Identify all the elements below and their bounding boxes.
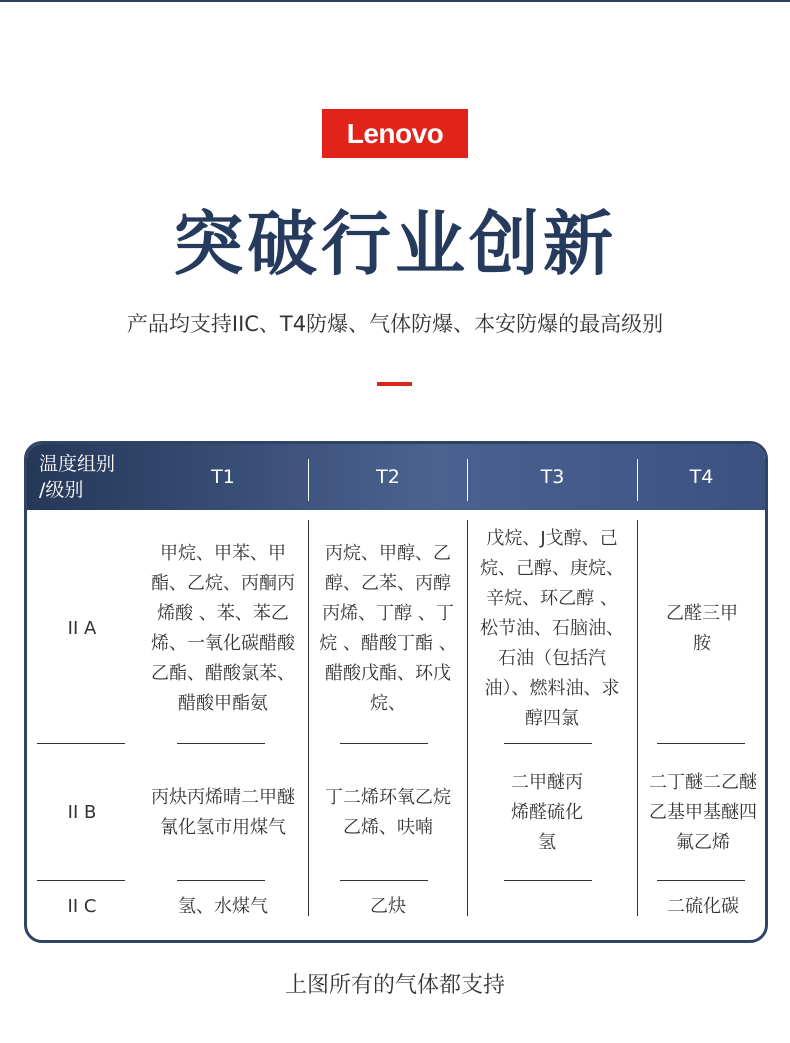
lenovo-logo (322, 109, 468, 158)
cell-text: 氢、水煤气 (178, 896, 268, 917)
logo-text: Lenovo (346, 117, 444, 149)
row-divider (657, 743, 745, 744)
column-separator (308, 520, 309, 916)
cell-text: 丁二烯环氧乙烷乙烯、呋喃 (325, 787, 451, 838)
cell-text: 二硫化碳 (667, 896, 739, 917)
cell-text: 甲烷、甲苯、甲酯、乙烷、丙酮丙烯酸 、苯、苯乙烯、一氧化碳醋酸乙酯、醋酸氯苯、醋酸甲酯氨 (151, 543, 295, 714)
cell-iia-t2 (317, 524, 459, 734)
explosion-rating-table (24, 441, 768, 943)
header-t4: T4 (689, 466, 714, 488)
header-group-line2: /级别 (39, 479, 84, 501)
row-label-iib: II B (67, 802, 97, 823)
row-divider (177, 880, 265, 881)
cell-iic-t1 (147, 890, 299, 924)
cell-iic-t4 (647, 890, 759, 924)
cell-iic-t3 (478, 890, 626, 924)
header-group-level (27, 444, 149, 510)
page-subtitle: 产品均支持IIC、T4防爆、气体防爆、本安防爆的最高级别 (126, 312, 664, 336)
row-divider (37, 743, 125, 744)
row-label-iia: II A (67, 618, 97, 639)
cell-iib-t1 (147, 748, 299, 878)
cell-iia-t4 (661, 524, 743, 734)
top-divider (0, 0, 790, 2)
header-group-line1: 温度组别 (39, 453, 116, 475)
cell-iia-t1 (147, 524, 299, 734)
column-separator (637, 520, 638, 916)
header-t3: T3 (540, 466, 565, 488)
page-title: 突破行业创新 (173, 203, 617, 285)
row-divider (504, 743, 592, 744)
footer-note: 上图所有的气体都支持 (284, 973, 505, 998)
cell-text: 戊烷、J戈醇、己烷、己醇、庚烷、辛烷、环乙醇 、松节油、石脑油、石油（包括汽油）、燃料油、求醇四氯 (480, 528, 624, 729)
cell-text: 二丁醚二乙醚乙基甲基醚四氟乙烯 (649, 772, 757, 853)
row-divider (177, 743, 265, 744)
cell-text: 乙醛三甲胺 (666, 603, 738, 654)
row-divider (657, 880, 745, 881)
row-divider (37, 880, 125, 881)
cell-iib-t3 (507, 748, 587, 878)
column-separator (467, 520, 468, 916)
table-header (27, 444, 765, 510)
row-label-iic: II C (67, 896, 97, 917)
cell-text: 二甲醚丙烯醛硫化氢 (511, 772, 583, 853)
accent-divider (377, 382, 412, 386)
row-divider (340, 880, 428, 881)
cell-iib-t2 (325, 748, 451, 878)
row-divider (504, 880, 592, 881)
cell-iic-t2 (317, 890, 459, 924)
cell-iib-t4 (647, 748, 759, 878)
cell-text: 丙烷、甲醇、乙醇、乙苯、丙醇丙烯、丁醇 、丁烷 、醋酸丁酯 、醋酸戊酯、环戊烷、 (319, 543, 457, 714)
header-t1: T1 (211, 466, 235, 488)
cell-text: 丙炔丙烯晴二甲醚氰化氢市用煤气 (151, 787, 295, 838)
row-divider (340, 743, 428, 744)
header-t2: T2 (376, 466, 400, 488)
cell-iia-t3 (478, 524, 626, 734)
cell-text: 乙炔 (370, 896, 406, 917)
